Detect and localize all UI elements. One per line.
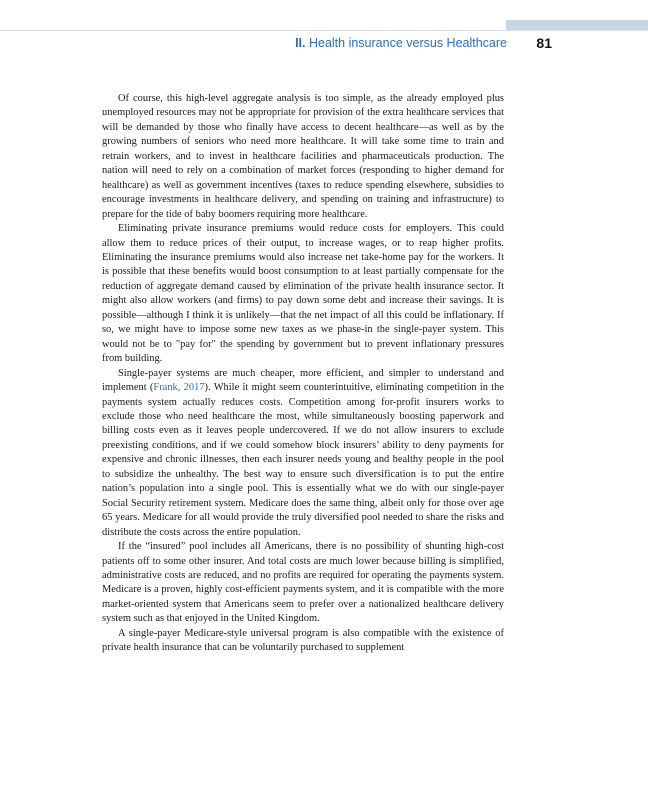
paragraph-text: ). While it might seem counterintuitive, eliminating competition in the payments system actually reduces costs. Competition among for-profit insurers works to exclude those who need healthcare the most, while simultaneously boosting paperwork and billing costs even as it leaves people undercovered. If we do not allow insurers to exclude preexisting conditions, and if we could somehow block insurers’ ability to deny payments for expensive and chronic illnesses, then each insurer needs young and healthy people in the pool to subsidize the unhealthy. The best way to ensure such diversification is to put the entire nation’s population into a single pool. This is essentially what we do with our single-payer Social Security retirement system. Medicare does the same thing, albeit only for those over age 65 years. Medicare for all would provide the truly diversified pool needed to share the risks and distribute the costs across the entire population.: [102, 382, 504, 538]
citation-link[interactable]: Frank, 2017: [153, 382, 205, 394]
header-accent-bar: [506, 20, 648, 30]
paragraph: A single-payer Medicare-style universal program is also compatible with the existence of private health insurance that can be voluntarily purchased to supplement: [102, 627, 504, 654]
header-rule: [0, 30, 648, 31]
paragraph: [102, 367, 504, 540]
section-title: [295, 36, 507, 50]
paragraph-text: Single-payer systems are much cheaper, more efficient, and simpler to understand and implement (: [102, 367, 504, 394]
section-title-text: Health insurance versus Healthcare: [308, 36, 507, 50]
paragraph: Of course, this high-level aggregate analysis is too simple, as the already employed plus unemployed resources may not be appropriate for provision of the extra healthcare services that will be demanded by those who finally have access to decent healthcare—as well as by the growing numbers of seniors who need more healthcare. It will take some time to train and retrain workers, and to invest in healthcare facilities and pharmaceuticals production. The nation will need to rely on a combination of market forces (responding to higher demand for healthcare) as well as government incentives (taxes to reduce spending elsewhere, subsidies to encourage investments in healthcare delivery, and spending on training and infrastructure) to prepare for the tide of baby boomers requiring more healthcare.: [102, 93, 504, 220]
page-number: 81: [536, 35, 552, 51]
running-header: [0, 36, 648, 54]
paragraph: If the “insured” pool includes all Americans, there is no possibility of shunting high-cost patients off to some other insurer. And total costs are much lower because billing is simplified, administrative costs are reduced, and no profits are required for operating the payments system. Medicare is a proven, highly cost-efficient payments system, and it is compatible with the more market-oriented system that Americans seem to prefer over a nationalized healthcare delivery system such as that enjoyed in the United Kingdom.: [102, 541, 504, 625]
body-text: [102, 92, 504, 656]
paragraph: Eliminating private insurance premiums would reduce costs for employers. This could allow them to reduce prices of their output, to increase wages, or to reap higher profits. Eliminating the insurance premiums would also increase net take-home pay for the workers. It is possible that these benefits would boost consumption to at least partially compensate for the reduction of aggregate demand caused by elimination of the private health insurance sector. It might also allow workers (and firms) to pay down some debt and increase their savings. It is possible—although I think it is unlikely—that the net impact of all this could be inflationary. If so, we might have to impose some new taxes as we phase-in the single-payer system. This would not be to "pay for" the spending by government but to prevent inflationary pressures from building.: [102, 223, 504, 365]
section-roman: II.: [295, 36, 306, 50]
